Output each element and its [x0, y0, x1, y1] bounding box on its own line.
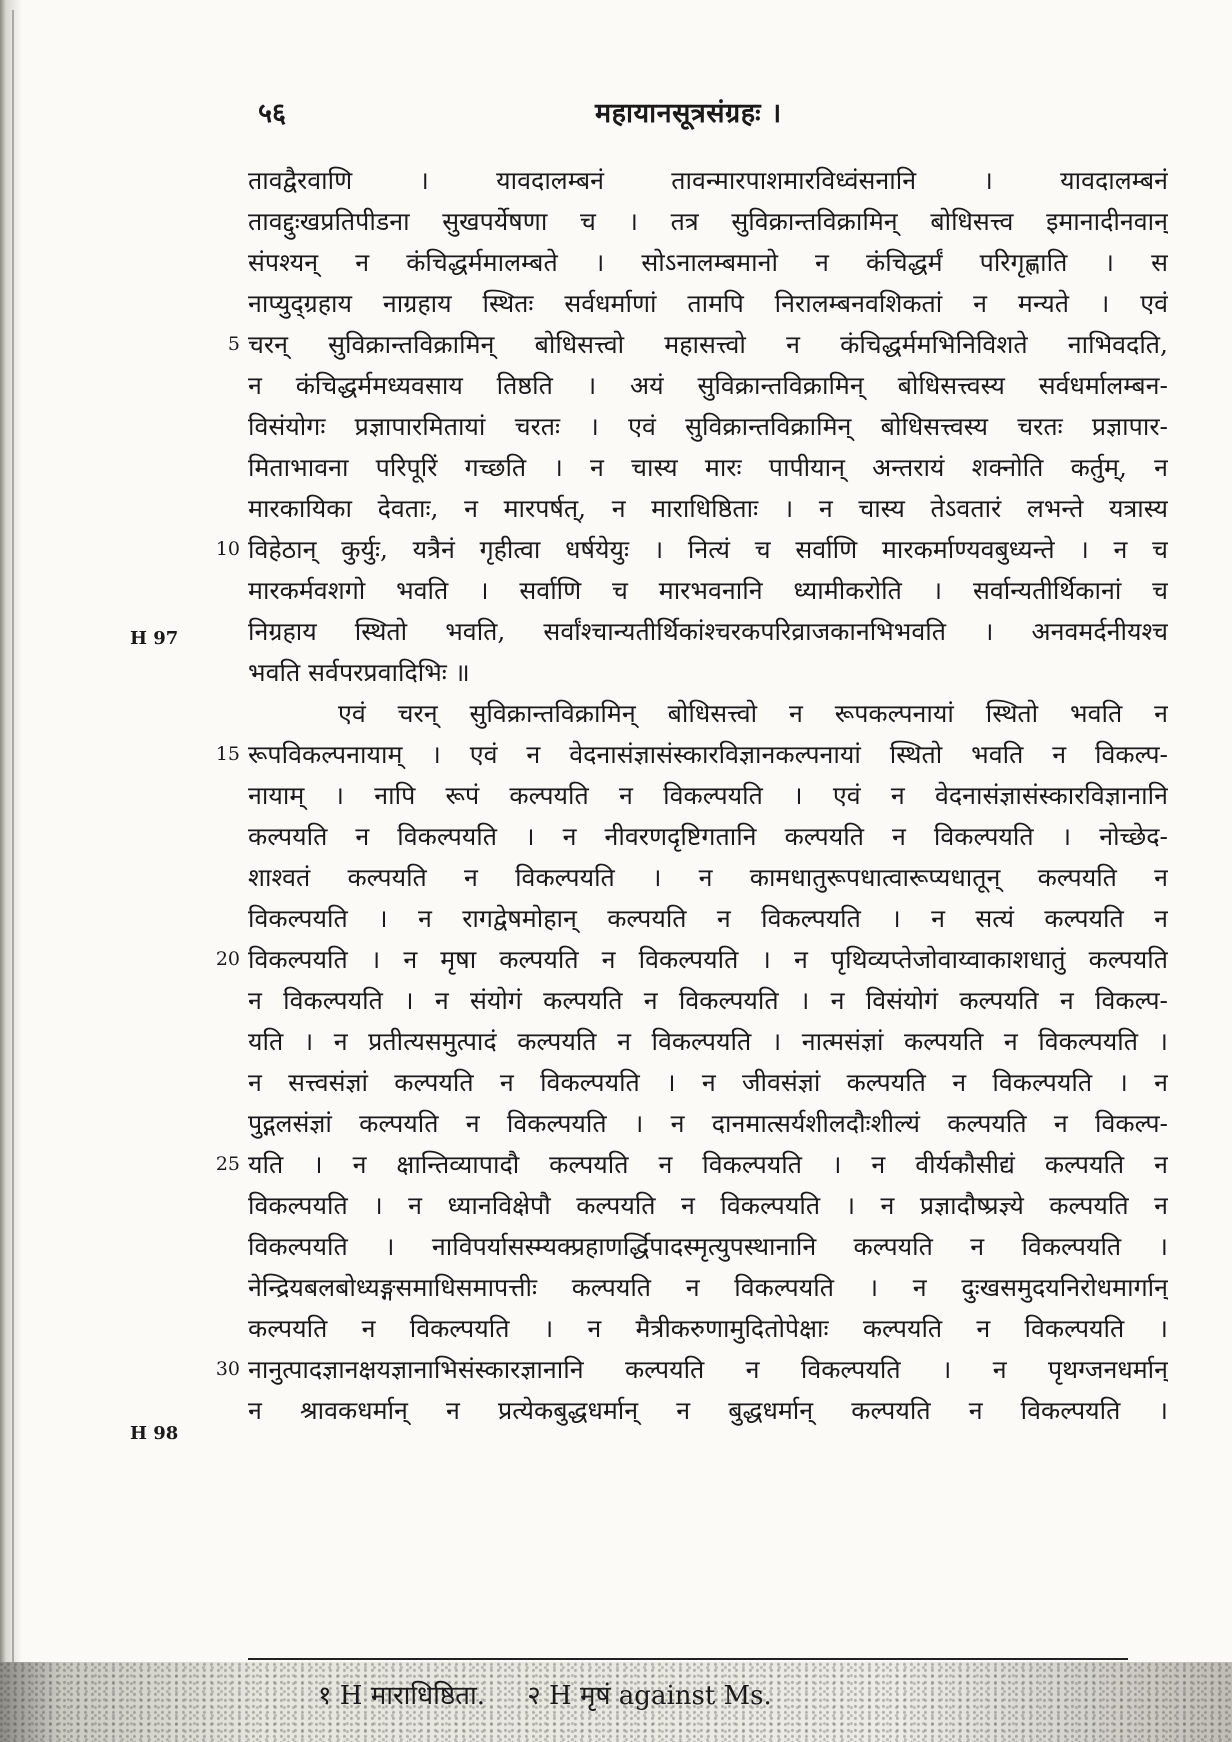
footnote-1: १ H माराधिष्ठिता.	[318, 1681, 485, 1711]
line-number: 20	[215, 948, 240, 970]
text-line: कल्पयति न विकल्पयति । न नीवरणदृष्टिगतानि कल्पयति न विकल्पयति । नोच्छेद-	[248, 822, 1168, 851]
text-line: विकल्पयति । नाविपर्यासस्म्यक्प्रहाणर्द्धिपादस्मृत्युपस्थानानि कल्पयति न विकल्पयति ।	[248, 1232, 1168, 1261]
footnote-rule	[248, 1658, 1128, 1660]
line-number: 25	[215, 1153, 240, 1175]
text-line: चरन् सुविक्रान्तविक्रामिन् बोधिसत्त्वो महासत्त्वो न कंचिद्धर्ममभिनिविशते नाभिवदति,	[248, 330, 1168, 359]
text-line: विकल्पयति । न रागद्वेषमोहान् कल्पयति न विकल्पयति । न सत्यं कल्पयति न	[248, 904, 1168, 933]
text-line: यति । न प्रतीत्यसमुत्पादं कल्पयति न विकल्पयति । नात्मसंज्ञां कल्पयति न विकल्पयति ।	[248, 1027, 1168, 1056]
text-line: तावद्वैरवाणि । यावदालम्बनं तावन्मारपाशमारविध्वंसनानि । यावदालम्बनं	[248, 166, 1168, 195]
text-line: न कंचिद्धर्ममध्यवसाय तिष्ठति । अयं सुविक्रान्तविक्रामिन् बोधिसत्त्वस्य सर्वधर्मालम्बन-	[248, 371, 1168, 400]
text-line: कल्पयति न विकल्पयति । न मैत्रीकरुणामुदितोपेक्षाः कल्पयति न विकल्पयति ।	[248, 1314, 1168, 1343]
text-line: नायाम् । नापि रूपं कल्पयति न विकल्पयति । एवं न वेदनासंज्ञासंस्कारविज्ञानानि	[248, 781, 1168, 810]
footnotes	[318, 1676, 806, 1712]
text-line: भवति सर्वपरप्रवादिभिः ॥	[248, 658, 470, 687]
line-number: 10	[215, 538, 240, 560]
text-line: विसंयोगः प्रज्ञापारमितायां चरतः । एवं सुविक्रान्तविक्रामिन् बोधिसत्त्वस्य चरतः प्रज्ञापार-	[248, 412, 1168, 441]
text-line: मारकर्मवशगो भवति । सर्वाणि च मारभवनानि ध्यामीकरोति । सर्वान्यतीर्थिकानां च	[248, 576, 1168, 605]
text-line: नानुत्पादज्ञानक्षयज्ञानाभिसंस्कारज्ञानानि कल्पयति न विकल्पयति । न पृथग्जनधर्मान्	[248, 1355, 1168, 1384]
text-line: न श्रावकधर्मान् न प्रत्येकबुद्धधर्मान् न बुद्धधर्मान् कल्पयति न विकल्पयति ।	[248, 1396, 1168, 1425]
text-line: तावद्दुःखप्रतिपीडना सुखपर्येषणा च । तत्र सुविक्रान्तविक्रामिन् बोधिसत्त्व इमानादीनवान्	[248, 207, 1168, 236]
text-line: पुद्गलसंज्ञां कल्पयति न विकल्पयति । न दानमात्सर्यशीलदौःशील्यं कल्पयति न विकल्प-	[248, 1109, 1168, 1138]
text-line: एवं चरन् सुविक्रान्तविक्रामिन् बोधिसत्त्वो न रूपकल्पनायां स्थितो भवति न	[338, 699, 1168, 728]
text-line: विकल्पयति । न मृषा कल्पयति न विकल्पयति । न पृथिव्यप्तेजोवाय्वाकाशधातुं कल्पयति	[248, 945, 1168, 974]
text-line: न विकल्पयति । न संयोगं कल्पयति न विकल्पयति । न विसंयोगं कल्पयति न विकल्प-	[248, 986, 1168, 1015]
text-line: निग्रहाय स्थितो भवति, सर्वांश्चान्यतीर्थिकांश्चरकपरिव्राजकानभिभवति । अनवमर्दनीयश्च	[248, 617, 1168, 646]
text-line: मिताभावना परिपूरिं गच्छति । न चास्य मारः पापीयान् अन्तरायं शक्नोति कर्तुम्, न	[248, 453, 1168, 482]
footnotes-strip	[0, 1662, 1232, 1742]
text-line: रूपविकल्पनायाम् । एवं न वेदनासंज्ञासंस्कारविज्ञानकल्पनायां स्थितो भवति न विकल्प-	[248, 740, 1168, 769]
text-line: यति । न क्षान्तिव्यापादौ कल्पयति न विकल्पयति । न वीर्यकौसीद्यं कल्पयति न	[248, 1150, 1168, 1179]
page-number: ५६	[258, 98, 287, 129]
footnote-2: २ H मृषं against Ms.	[527, 1681, 772, 1711]
book-spine-shadow	[0, 0, 22, 1742]
text-line: मारकायिका देवताः, न मारपर्षत्, न माराधिष्ठिताः । न चास्य तेऽवतारं लभन्ते यत्रास्य	[248, 494, 1168, 523]
margin-ref-h97: H 97	[130, 628, 179, 649]
text-line: न सत्त्वसंज्ञां कल्पयति न विकल्पयति । न जीवसंज्ञां कल्पयति न विकल्पयति । न	[248, 1068, 1168, 1097]
text-line: विकल्पयति । न ध्यानविक्षेपौ कल्पयति न विकल्पयति । न प्रज्ञादौष्प्रज्ञ्ये कल्पयति न	[248, 1191, 1168, 1220]
line-number: 30	[215, 1358, 240, 1380]
text-line: विहेठान् कुर्युः, यत्रैनं गृहीत्वा धर्षयेयुः । नित्यं च सर्वाणि मारकर्माण्यवबुध्यन्ते । न च	[248, 535, 1168, 564]
running-title: महायानसूत्रसंग्रहः ।	[595, 98, 782, 129]
line-number: 5	[227, 333, 240, 355]
text-line: संपश्यन् न कंचिद्धर्ममालम्बते । सोऽनालम्बमानो न कंचिद्धर्मं परिगृह्णाति । स	[248, 248, 1168, 277]
line-number: 15	[215, 743, 240, 765]
spine-edge-line	[12, 10, 14, 1710]
body-text	[215, 160, 1168, 1431]
margin-ref-h98: H 98	[130, 1423, 179, 1444]
text-line: नेन्द्रियबलबोध्यङ्गसमाधिसमापत्तीः कल्पयति न विकल्पयति । न दुःखसमुदयनिरोधमार्गान्	[248, 1273, 1168, 1302]
text-line: शाश्वतं कल्पयति न विकल्पयति । न कामधातुरूपधात्वारूप्यधातून् कल्पयति न	[248, 863, 1168, 892]
text-line: नाप्युद्ग्रहाय नाग्रहाय स्थितः सर्वधर्माणां तामपि निरालम्बनवशिकतां न मन्यते । एवं	[248, 289, 1168, 318]
